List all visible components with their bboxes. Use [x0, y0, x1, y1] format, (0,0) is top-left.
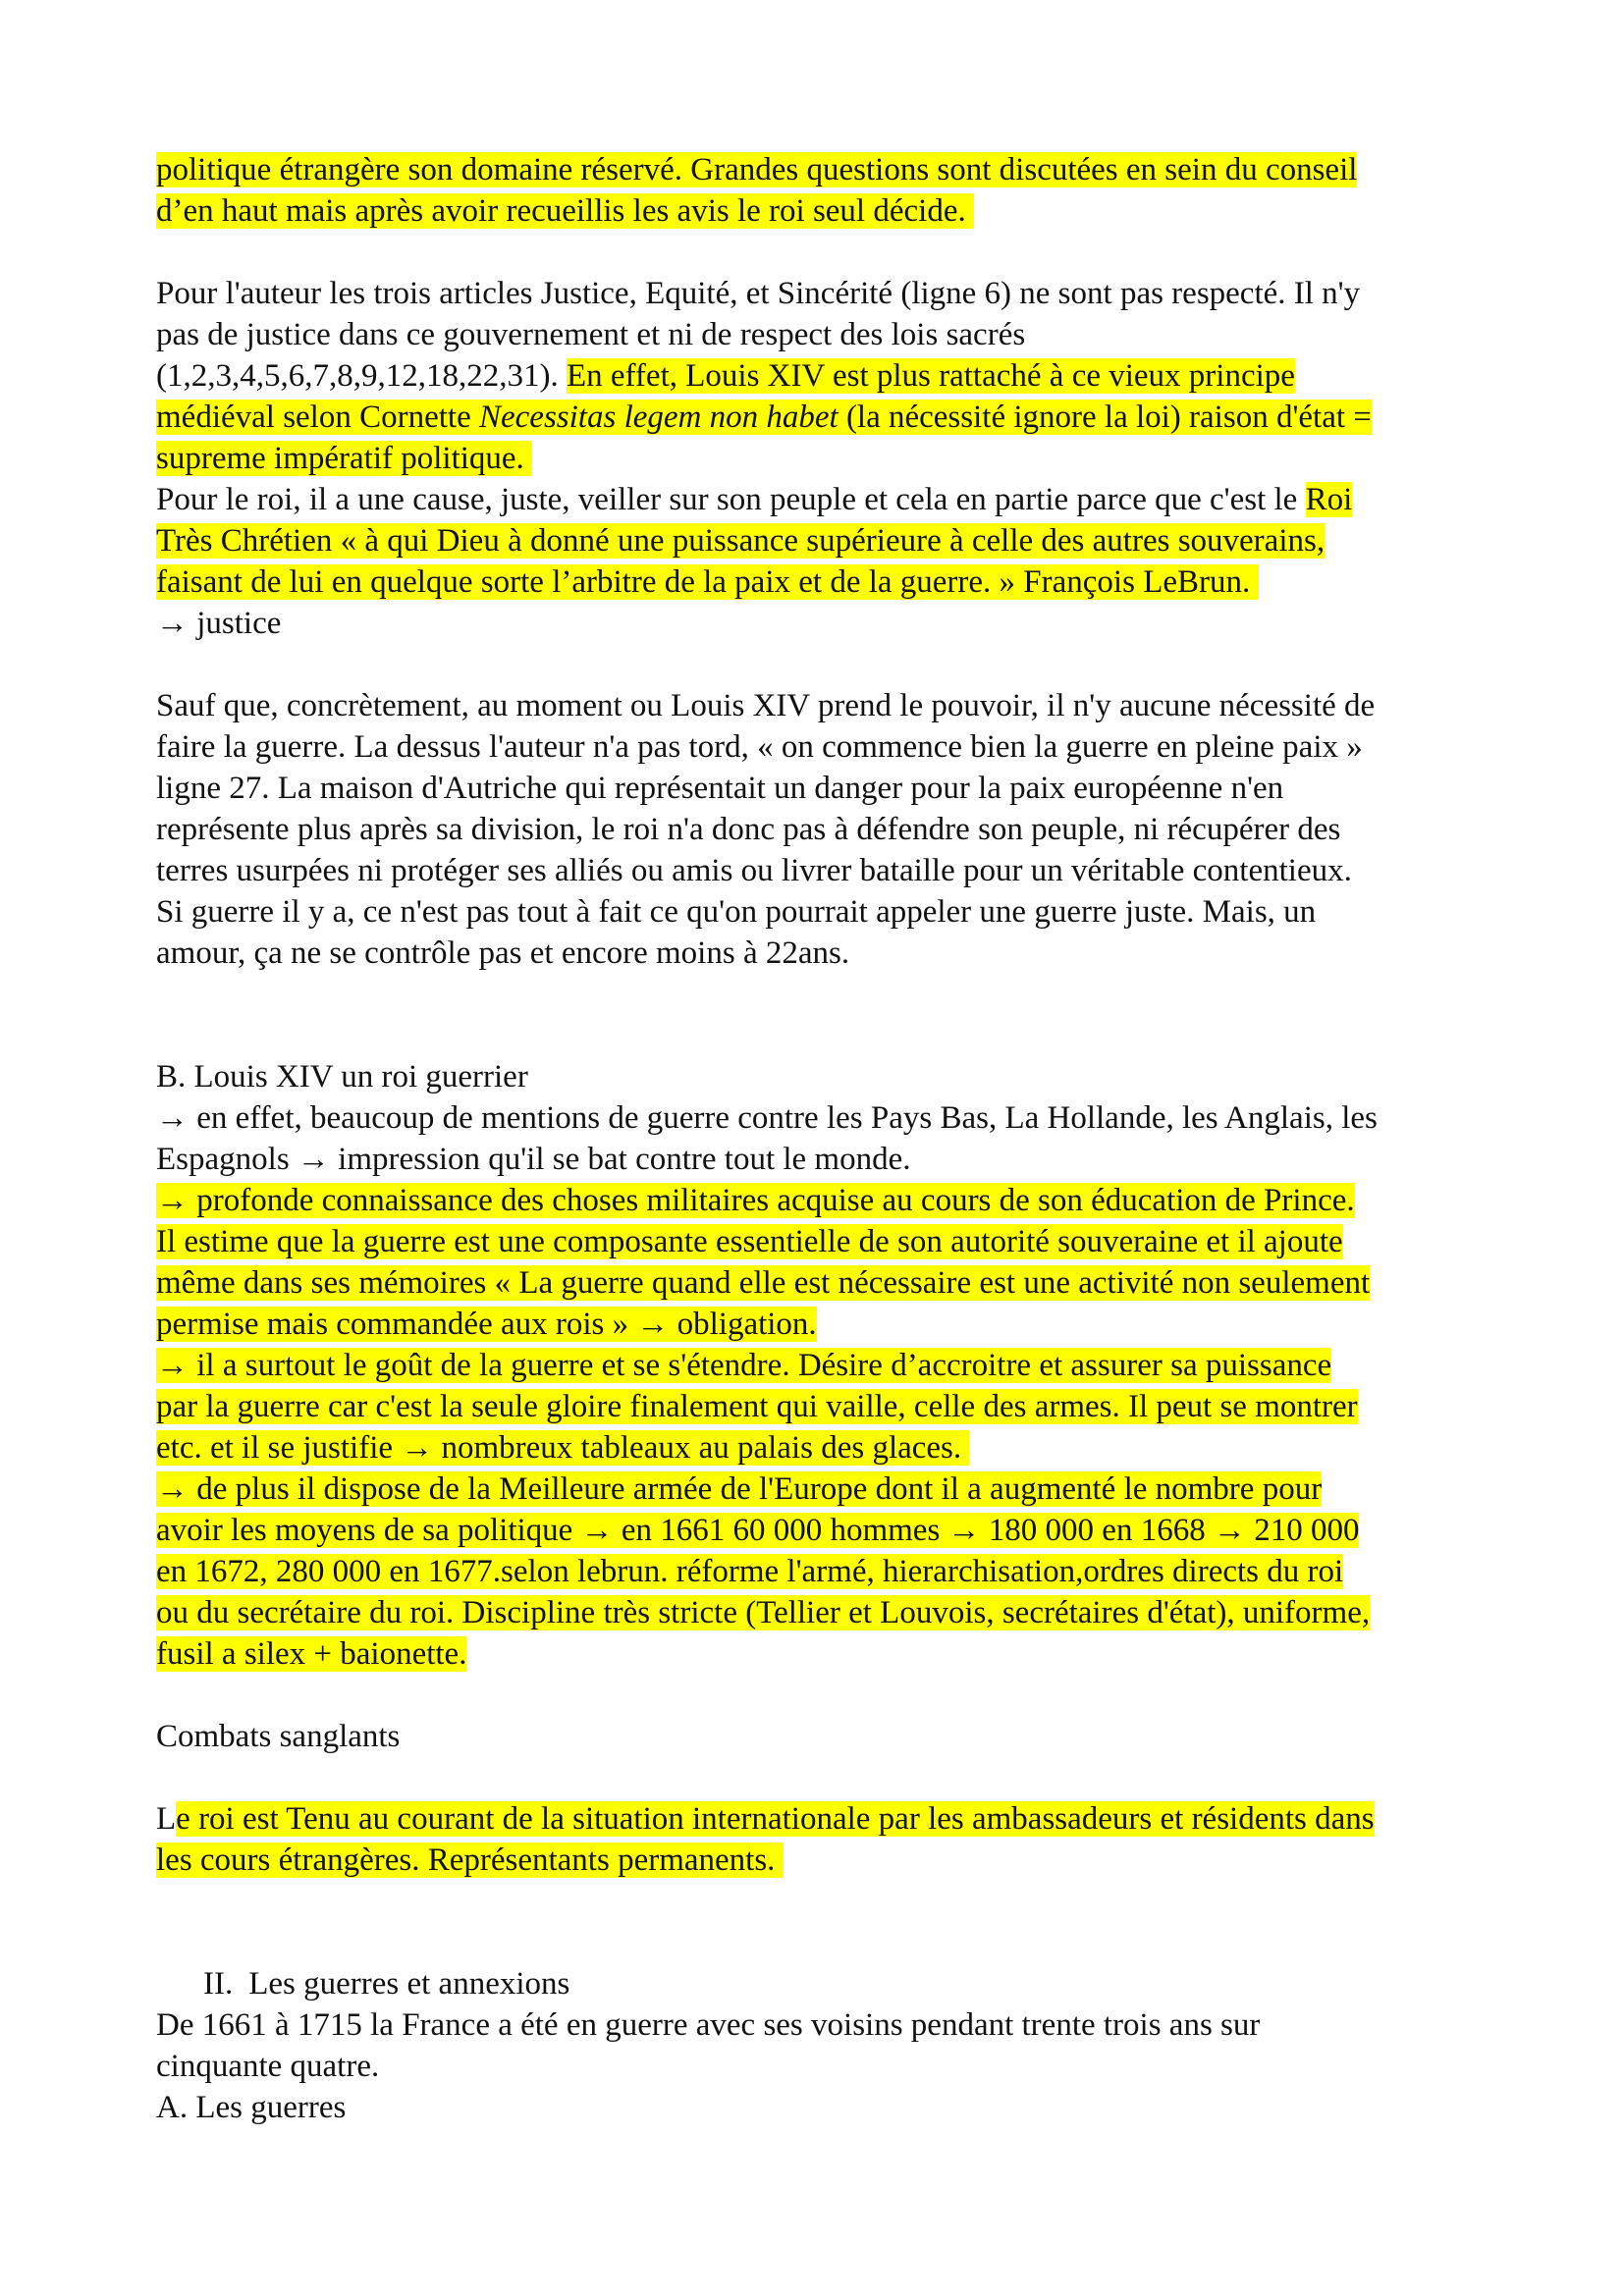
highlighted-text: faisant de lui en quelque sorte l’arbitre de la paix et de la guerre. » François LeBrun.: [156, 564, 1259, 600]
document-page: [156, 149, 1491, 2128]
highlighted-text: politique étrangère son domaine réservé. Grandes questions sont discutées en sein du conseil: [156, 152, 1358, 187]
blank-line: [156, 644, 1491, 685]
highlighted-text: Roi: [1305, 482, 1353, 517]
highlighted-text: e roi est Tenu au courant de la situation internationale par les ambassadeurs et résidents dans: [176, 1801, 1375, 1837]
text-line: terres usurpées ni protéger ses alliés ou amis ou livrer bataille pour un véritable contentieux.: [156, 853, 1352, 888]
highlighted-text: permise mais commandée aux rois » → obligation.: [156, 1307, 817, 1342]
latin-quote: Necessitas legem non habet: [479, 400, 839, 435]
paragraph-king-cause: [156, 479, 1491, 644]
highlighted-text: etc. et il se justifie → nombreux tableaux au palais des glaces.: [156, 1430, 970, 1466]
text-line: Si guerre il y a, ce n'est pas tout à fait ce qu'on pourrait appeler une guerre juste. Mais, un: [156, 894, 1317, 930]
blank-line: [156, 1881, 1491, 1922]
text-line: Sauf que, concrètement, au moment ou Louis XIV prend le pouvoir, il n'y aucune nécessité de: [156, 688, 1376, 723]
paragraph-foreign-policy: [156, 149, 1491, 232]
highlighted-text: avoir les moyens de sa politique → en 1661 60 000 hommes → 180 000 en 1668 → 210 000: [156, 1513, 1360, 1548]
blank-line: [156, 1015, 1491, 1056]
text-line: → justice: [156, 606, 282, 641]
highlighted-text: ou du secrétaire du roi. Discipline très stricte (Tellier et Louvois, secrétaires d'état), uniforme,: [156, 1595, 1371, 1630]
section-heading: [156, 1963, 1491, 2004]
subsection-heading: A. Les guerres: [156, 2090, 347, 2125]
paragraph-author-articles: [156, 273, 1491, 479]
highlighted-text: même dans ses mémoires « La guerre quand elle est nécessaire est une activité non seulement: [156, 1265, 1371, 1301]
text-line: pas de justice dans ce gouvernement et ni de respect des lois sacrés: [156, 317, 1026, 352]
paragraph-no-necessity: [156, 685, 1491, 974]
section-ii: [156, 1963, 1491, 2128]
text-line: faire la guerre. La dessus l'auteur n'a pas tord, « on commence bien la guerre en pleine paix »: [156, 729, 1363, 765]
heading-title: Les guerres et annexions: [248, 1966, 570, 2002]
text-segment: Pour le roi, il a une cause, juste, veiller sur son peuple et cela en partie parce que c'est le: [156, 482, 1306, 517]
blank-line: [156, 1675, 1491, 1716]
blank-line: [156, 1922, 1491, 1963]
highlighted-text: → de plus il dispose de la Meilleure armée de l'Europe dont il a augmenté le nombre pour: [156, 1471, 1323, 1507]
highlighted-text: supreme impératif politique.: [156, 441, 533, 476]
text-segment: (1,2,3,4,5,6,7,8,9,12,18,22,31).: [156, 358, 567, 394]
highlighted-text: fusil a silex + baionette.: [156, 1636, 467, 1672]
text-line: De 1661 à 1715 la France a été en guerre avec ses voisins pendant trente trois ans sur: [156, 2007, 1261, 2043]
section-b: [156, 1056, 1491, 1675]
highlighted-text: Il estime que la guerre est une composante essentielle de son autorité souveraine et il ajoute: [156, 1224, 1343, 1259]
blank-line: [156, 1757, 1491, 1798]
highlighted-text: par la guerre car c'est la seule gloire finalement qui vaille, celle des armes. Il peut se montrer: [156, 1389, 1358, 1424]
highlighted-text: d’en haut mais après avoir recueillis les avis le roi seul décide.: [156, 193, 974, 229]
highlighted-text: les cours étrangères. Représentants permanents.: [156, 1842, 784, 1878]
blank-line: [156, 232, 1491, 273]
highlighted-text: → il a surtout le goût de la guerre et se s'étendre. Désire d’accroitre et assurer sa puissance: [156, 1348, 1332, 1383]
text-line: Pour l'auteur les trois articles Justice, Equité, et Sincérité (ligne 6) ne sont pas respecté. Il n'y: [156, 276, 1361, 311]
highlighted-text: Très Chrétien « à qui Dieu à donné une puissance supérieure à celle des autres souverains,: [156, 523, 1325, 559]
text-segment: médiéval selon Cornette: [156, 400, 479, 435]
heading-numeral: II.: [203, 1966, 234, 2002]
paragraph-ambassadors: [156, 1798, 1491, 1881]
combats-note: Combats sanglants: [156, 1719, 401, 1754]
text-line: représente plus après sa division, le roi n'a donc pas à défendre son peuple, ni récupérer des: [156, 812, 1341, 847]
text-line: Espagnols → impression qu'il se bat contre tout le monde.: [156, 1142, 911, 1177]
text-line: ligne 27. La maison d'Autriche qui représentait un danger pour la paix européenne n'en: [156, 771, 1284, 806]
blank-line: [156, 974, 1491, 1015]
section-heading: B. Louis XIV un roi guerrier: [156, 1059, 528, 1095]
highlighted-text: en 1672, 280 000 en 1677.selon lebrun. réforme l'armé, hierarchisation,ordres directs du roi: [156, 1554, 1344, 1589]
text-line: → en effet, beaucoup de mentions de guerre contre les Pays Bas, La Hollande, les Anglais, les: [156, 1100, 1378, 1136]
text-line: amour, ça ne se contrôle pas et encore moins à 22ans.: [156, 935, 850, 971]
highlighted-text: → profonde connaissance des choses militaires acquise au cours de son éducation de Prince.: [156, 1183, 1355, 1218]
text-line: cinquante quatre.: [156, 2049, 380, 2084]
text-segment: L: [156, 1801, 177, 1837]
highlighted-text: En effet, Louis XIV est plus rattaché à ce vieux principe: [566, 358, 1295, 394]
text-segment: (la nécessité ignore la loi) raison d'état =: [838, 400, 1372, 435]
